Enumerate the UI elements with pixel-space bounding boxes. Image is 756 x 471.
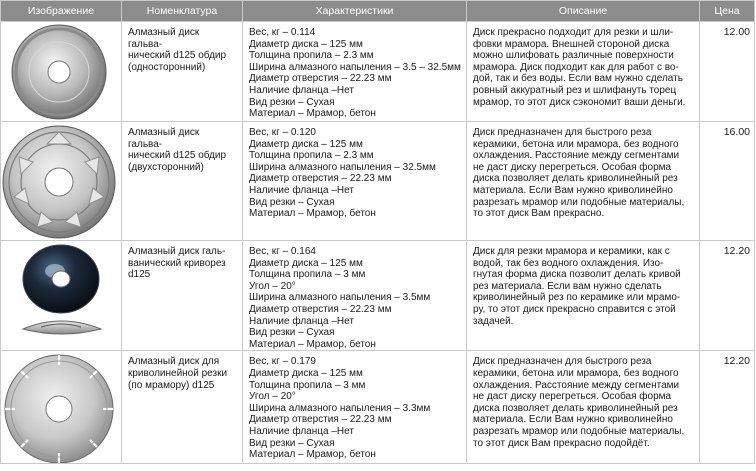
spec-line: Диаметр отверстия – 22.23 мм	[249, 173, 392, 185]
spec-line: Вид резки – Сухая	[249, 327, 335, 339]
spec-line: Ширина алмазного напыления – 3.5мм	[249, 292, 431, 304]
header-specs: Характеристики	[243, 1, 467, 22]
spec-line: Вес, кг – 0.164	[249, 246, 316, 257]
spec-line: Вес, кг – 0.114	[249, 27, 316, 38]
spec-line: Толщина пропила – 2.3 мм	[249, 150, 374, 162]
spec-line: Материал – Мрамор, бетон	[249, 449, 376, 461]
spec-line: Диаметр отверстия – 22.23 мм	[249, 73, 392, 85]
spec-line: Толщина пропила – 2.3 мм	[249, 50, 374, 62]
spec-line: Вид резки – Сухая	[249, 96, 335, 108]
spec-line: Материал – Мрамор, бетон	[249, 338, 376, 350]
product-specs-cell	[243, 22, 467, 122]
spec-line: Вид резки – Сухая	[249, 196, 335, 208]
table-header-row	[1, 1, 755, 22]
product-name-cell: Алмазный диск для криволинейной резки (по мрамору) d125	[122, 351, 243, 464]
product-specs-cell	[243, 351, 467, 464]
header-name: Номенклатура	[122, 1, 243, 22]
spec-line: Угол – 20°	[249, 280, 296, 292]
spec-line: Ширина алмазного напыления – 3.5 – 32.5мм	[249, 61, 461, 73]
product-description-cell: Диск для резки мрамора и керамики, как с водой, так без водного охлаждения. Изо- гнутая форма диска позволит делать кривой рез материала. Если вам нужно сделать криволинейный рез по керамике или мрамо- ру, то этот диск прекрасно справится с этой задачей.	[467, 241, 700, 351]
product-image-cell	[1, 122, 122, 241]
product-description-cell: Диск прекрасно подходит для резки и шли- фовки мрамора. Внешней стороной диска можно шлифовать различные поверхности мрамора. Диск подходит как для работ с во- дой, так и без воды. Если вам нужно сделать ровный аккуратный рез и шлифануть торец мрамор, то этот диск сэкономит ваши деньги.	[467, 22, 700, 122]
product-specs-cell	[243, 241, 467, 351]
spec-line: Диаметр отверстия – 22.23 мм	[249, 303, 392, 315]
product-name-cell: Алмазный диск гальва- нический d125 обдир (односторонний)	[122, 22, 243, 122]
product-price-cell: 12.00	[700, 22, 755, 122]
specs-list	[243, 22, 466, 120]
product-description-cell: Диск предназначен для быстрого реза керамики, бетона или мрамора, без водного охлаждения. Расстояние между сегментами не даст диску перегреться. Особая форма диска позволяет делать криволинейный рез материала. Если Вам нужно криволинейно разрезать мрамор или подобные материалы, то этот диск Вам прекрасно подойдёт.	[467, 351, 700, 464]
spec-line: Диаметр диска – 125 мм	[249, 138, 363, 150]
spec-line: Материал – Мрамор, бетон	[249, 208, 376, 220]
table-row	[1, 241, 755, 351]
header-description: Описание	[467, 1, 700, 22]
spec-line: Наличие фланца –Нет	[249, 84, 354, 96]
spec-line: Угол – 20°	[249, 391, 296, 403]
spec-line: Диаметр диска – 125 мм	[249, 367, 363, 379]
product-image-cell	[1, 351, 122, 464]
segmented-marble-disc-icon	[1, 351, 121, 463]
product-specs-cell	[243, 122, 467, 241]
header-price: Цена	[700, 1, 755, 22]
spec-line: Толщина пропила – 3 мм	[249, 379, 366, 391]
header-image: Изображение	[1, 1, 122, 22]
spec-line: Ширина алмазного напыления – 3.3мм	[249, 402, 431, 414]
product-name-cell: Алмазный диск галь- ванический криворез d125	[122, 241, 243, 351]
galvanic-disc-one-sided-icon	[1, 22, 121, 121]
spec-line: Диаметр диска – 125 мм	[249, 38, 363, 50]
spec-line: Наличие фланца –Нет	[249, 315, 354, 327]
specs-list	[243, 351, 466, 460]
spec-line: Вид резки – Сухая	[249, 437, 335, 449]
spec-line: Диаметр отверстия – 22.23 мм	[249, 414, 392, 426]
product-image-cell	[1, 241, 122, 351]
specs-list	[243, 122, 466, 220]
spec-line: Диаметр диска – 125 мм	[249, 257, 363, 269]
curved-cut-disc-icon	[1, 241, 121, 349]
product-price-cell: 16.00	[700, 122, 755, 241]
specs-list	[243, 241, 466, 350]
product-description-cell: Диск предназначен для быстрого реза керамики, бетона или мрамора, без водного охлаждения. Расстояние между сегментами не даст диску перегреться. Особая форма диска позволяет делать криволинейный рез материала. Если Вам нужно криволинейно разрезать мрамор или подобные материалы, то этот диск Вам прекрасно.	[467, 122, 700, 241]
table-row	[1, 351, 755, 464]
product-image-cell	[1, 22, 122, 122]
spec-line: Вес, кг – 0.179	[249, 356, 316, 368]
galvanic-disc-double-sided-icon	[1, 122, 121, 240]
spec-line: Наличие фланца –Нет	[249, 425, 354, 437]
table-row	[1, 122, 755, 241]
table-row	[1, 22, 755, 122]
spec-line: Наличие фланца –Нет	[249, 184, 354, 196]
product-price-cell: 12.20	[700, 241, 755, 351]
spec-line: Толщина пропила – 3 мм	[249, 269, 366, 281]
spec-line: Материал – Мрамор, бетон	[249, 108, 376, 120]
product-price-cell: 12.20	[700, 351, 755, 464]
spec-line: Вес, кг – 0.120	[249, 127, 316, 138]
spec-line: Ширина алмазного напыления – 32.5мм	[249, 161, 436, 173]
product-name-cell: Алмазный диск гальва- нический d125 обдир (двухсторонний)	[122, 122, 243, 241]
